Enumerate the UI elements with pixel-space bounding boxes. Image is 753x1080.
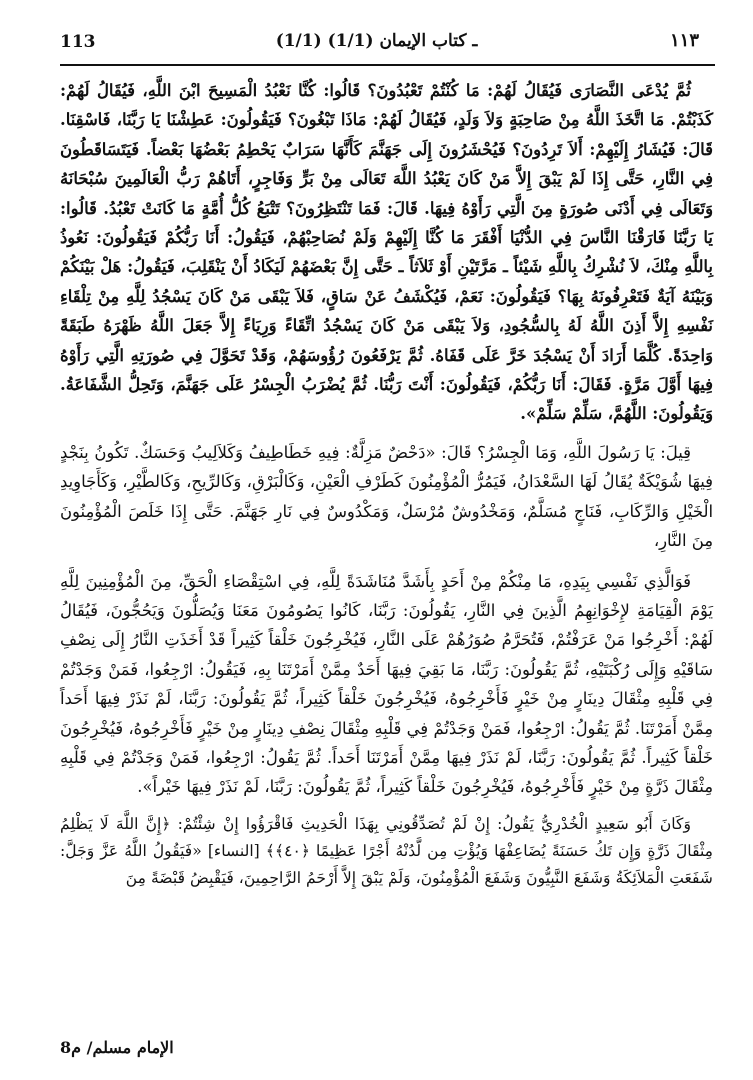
paragraph-bridge: قِيلَ: يَا رَسُولَ اللَّهِ، وَمَا الْجِسْرُ؟ قَالَ: «دَحْضٌ مَزِلَّةٌ: فِيهِ خَطَاطِيفُ وَكَلاَلِيبُ وَحَسَكٌ. تَكُونُ بِنَجْدٍ فِيهَا شُوَيْكَةٌ يُقَالُ لَهَا السَّعْدَانُ، فَيَمُرُّ الْمُؤْمِنُونَ كَطَرْفِ الْعَيْنِ، وَكَالْبَرْقِ، وَكَالرِّيحِ، وَكَالطَّيْرِ، وَكَأَجَاوِيدِ الْخَيْلِ وَالرِّكَابِ، فَنَاجٍ مُسَلَّمٌ، وَمَخْدُوشٌ مُرْسَلٌ، وَمَكْدُوسٌ فِي نَارِ جَهَنَّمَ. حَتَّى إِذَا خَلَصَ الْمُؤْمِنُونَ مِنَ النَّارِ،: [60, 442, 713, 551]
footer-signature: الإمام مسلم/ م8: [60, 1038, 174, 1057]
paragraph-hadith-main: ثُمَّ يُدْعَى النَّصَارَى فَيُقَالُ لَهُمْ: مَا كُنْتُمْ تَعْبُدُونَ؟ قَالُوا: كُنَّا نَعْبُدُ الْمَسِيحَ ابْنَ اللَّهِ، فَيُقَالُ لَهُمْ: كَذَبْتُمْ. مَا اتَّخَذَ اللَّهُ مِنْ صَاحِبَةٍ وَلاَ وَلَدٍ، فَيُقَالُ لَهُمْ: مَاذَا تَبْغُونَ؟ فَيَقُولُونَ: عَطِشْنَا يَا رَبَّنَا، فَاسْقِنَا. قَالَ: فَيُشَارُ إِلَيْهِمْ: أَلاَ تَرِدُونَ؟ فَيُحْشَرُونَ إِلَى جَهَنَّمَ كَأَنَّهَا سَرَابٌ يَحْطِمُ بَعْضُهَا بَعْضاً. فَيَتَسَاقَطُونَ فِي النَّارِ، حَتَّى إِذَا لَمْ يَبْقَ إِلاَّ مَنْ كَانَ يَعْبُدُ اللَّهَ تَعَالَى مِنْ بَرٍّ وَفَاجِرٍ، أَتَاهُمْ رَبُّ الْعَالَمِينَ سُبْحَانَهُ وَتَعَالَى فِي أَدْنَى صُورَةٍ مِنَ الَّتِي رَأَوْهُ فِيهَا. قَالَ: فَمَا تَنْتَظِرُونَ؟ تَتْبَعُ كُلُّ أُمَّةٍ مَا كَانَتْ تَعْبُدُ. قَالُوا: يَا رَبَّنَا فَارَقْنَا النَّاسَ فِي الدُّنْيَا أَفْقَرَ مَا كُنَّا إِلَيْهِمْ وَلَمْ نُصَاحِبْهُمْ، فَيَقُولُ: أَنَا رَبُّكُمْ فَيَقُولُونَ: نَعُوذُ بِاللَّهِ مِنْكَ، لاَ نُشْرِكُ بِاللَّهِ شَيْئاً ـ مَرَّتَيْنِ أَوْ ثَلاَثاً ـ حَتَّى إِنَّ بَعْضَهُمْ لَيَكَادُ أَنْ يَنْقَلِبَ، فَيَقُولُ: هَلْ بَيْنَكُمْ وَبَيْنَهُ آيَةٌ فَتَعْرِفُونَهُ بِهَا؟ فَيَقُولُونَ: نَعَمْ، فَيُكْشَفُ عَنْ سَاقٍ، فَلاَ يَبْقَى مَنْ كَانَ يَسْجُدُ لِلَّهِ مِنْ تِلْقَاءِ نَفْسِهِ إِلاَّ أَذِنَ اللَّهُ لَهُ بِالسُّجُودِ، وَلاَ يَبْقَى مَنْ كَانَ يَسْجُدُ اتِّقَاءً وَرِيَاءً إِلاَّ جَعَلَ اللَّهُ ظَهْرَهُ طَبَقَةً وَاحِدَةً. كُلَّمَا أَرَادَ أَنْ يَسْجُدَ خَرَّ عَلَى قَفَاهُ. ثُمَّ يَرْفَعُونَ رُؤُوسَهُمْ، وَقَدْ تَحَوَّلَ فِي صُورَتِهِ الَّتِي رَأَوْهُ فِيهَا أَوَّلَ مَرَّةٍ. فَقَالَ: أَنَا رَبُّكُمْ، فَيَقُولُونَ: أَنْتَ رَبُّنَا. ثُمَّ يُضْرَبُ الْجِسْرُ عَلَى جَهَنَّمَ، وَتَحِلُّ الشَّفَاعَةُ. وَيَقُولُونَ: اللَّهُمَّ، سَلِّمْ سَلِّمْ».: [60, 81, 713, 424]
running-title: (1/1) ـ كتاب الإيمان (1/1): [275, 31, 478, 51]
header-rule: [60, 64, 715, 66]
paragraph-abu-said: وَكَانَ أَبُو سَعِيدٍ الْخُدْرِيُّ يَقُولُ: إِنْ لَمْ تُصَدِّقُونِي بِهَذَا الْحَدِيثِ فَاقْرَؤُوا إِنْ شِئْتُمْ: ﴿إِنَّ اللَّهَ لَا يَظْلِمُ مِثْقَالَ ذَرَّةٍ وَإِن تَكُ حَسَنَةً يُضَاعِفْهَا وَيُؤْتِ مِن لَّدُنْهُ أَجْرًا عَظِيمًا ﴿٤٠﴾﴾ [النساء] «فَيَقُولُ اللَّهُ عَزَّ وَجَلَّ: شَفَعَتِ الْمَلاَئِكَةُ وَشَفَعَ النَّبِيُّونَ وَشَفَعَ الْمُؤْمِنُونَ، وَلَمْ يَبْقَ إِلاَّ أَرْحَمُ الرَّاحِمِينَ، فَيَقْبِضُ قَبْضَةً مِنَ: [60, 814, 714, 887]
page-header: [40, 28, 713, 58]
text-body: [60, 76, 713, 892]
paragraph-believers: فَوَالَّذِي نَفْسِي بِيَدِهِ، مَا مِنْكُمْ مِنْ أَحَدٍ بِأَشَدَّ مُنَاشَدَةً لِلَّهِ، فِي اسْتِقْصَاءِ الْحَقِّ، مِنَ الْمُؤْمِنِينَ لِلَّهِ يَوْمَ الْقِيَامَةِ لإِخْوَانِهِمُ الَّذِينَ فِي النَّارِ، يَقُولُونَ: رَبَّنَا، كَانُوا يَصُومُونَ مَعَنَا وَيُصَلُّونَ وَيَحُجُّونَ، فَيُقَالُ لَهُمْ: أَخْرِجُوا مَنْ عَرَفْتُمْ، فَتُحَرَّمُ صُوَرُهُمْ عَلَى النَّارِ، فَيُخْرِجُونَ خَلْقاً كَثِيراً قَدْ أَخَذَتِ النَّارُ إِلَى نِصْفِ سَاقَيْهِ وَإِلَى رُكْبَتَيْهِ، ثُمَّ يَقُولُونَ: رَبَّنَا، مَا بَقِيَ فِيهَا أَحَدٌ مِمَّنْ أَمَرْتَنَا بِهِ، فَيَقُولُ: ارْجِعُوا، فَمَنْ وَجَدْتُمْ فِي قَلْبِهِ مِثْقَالَ دِينَارٍ مِنْ خَيْرٍ فَأَخْرِجُوهُ، فَيُخْرِجُونَ خَلْقاً كَثِيراً، ثُمَّ يَقُولُونَ: رَبَّنَا، لَمْ نَذَرْ فِيهَا أَحَداً مِمَّنْ أَمَرْتَنَا. ثُمَّ يَقُولُ: ارْجِعُوا، فَمَنْ وَجَدْتُمْ فِي قَلْبِهِ مِثْقَالَ نِصْفِ دِينَارٍ مِنْ خَيْرٍ فَأَخْرِجُوهُ، فَيُخْرِجُونَ خَلْقاً كَثِيراً. ثُمَّ يَقُولُونَ: رَبَّنَا، لَمْ نَذَرْ فِيهَا مِمَّنْ أَمَرْتَنَا أَحَداً. ثُمَّ يَقُولُ: ارْجِعُوا، فَمَنْ وَجَدْتُمْ فِي قَلْبِهِ مِثْقَالَ ذَرَّةٍ مِنْ خَيْرٍ فَأَخْرِجُوهُ، فَيُخْرِجُونَ خَلْقاً كَثِيراً، ثُمَّ يَقُولُونَ: رَبَّنَا، لَمْ نَذَرْ فِيهَا خَيْراً».: [60, 571, 713, 797]
page-number-arabic: ١١٣: [669, 30, 699, 51]
page-number-latin: 113: [60, 32, 96, 52]
